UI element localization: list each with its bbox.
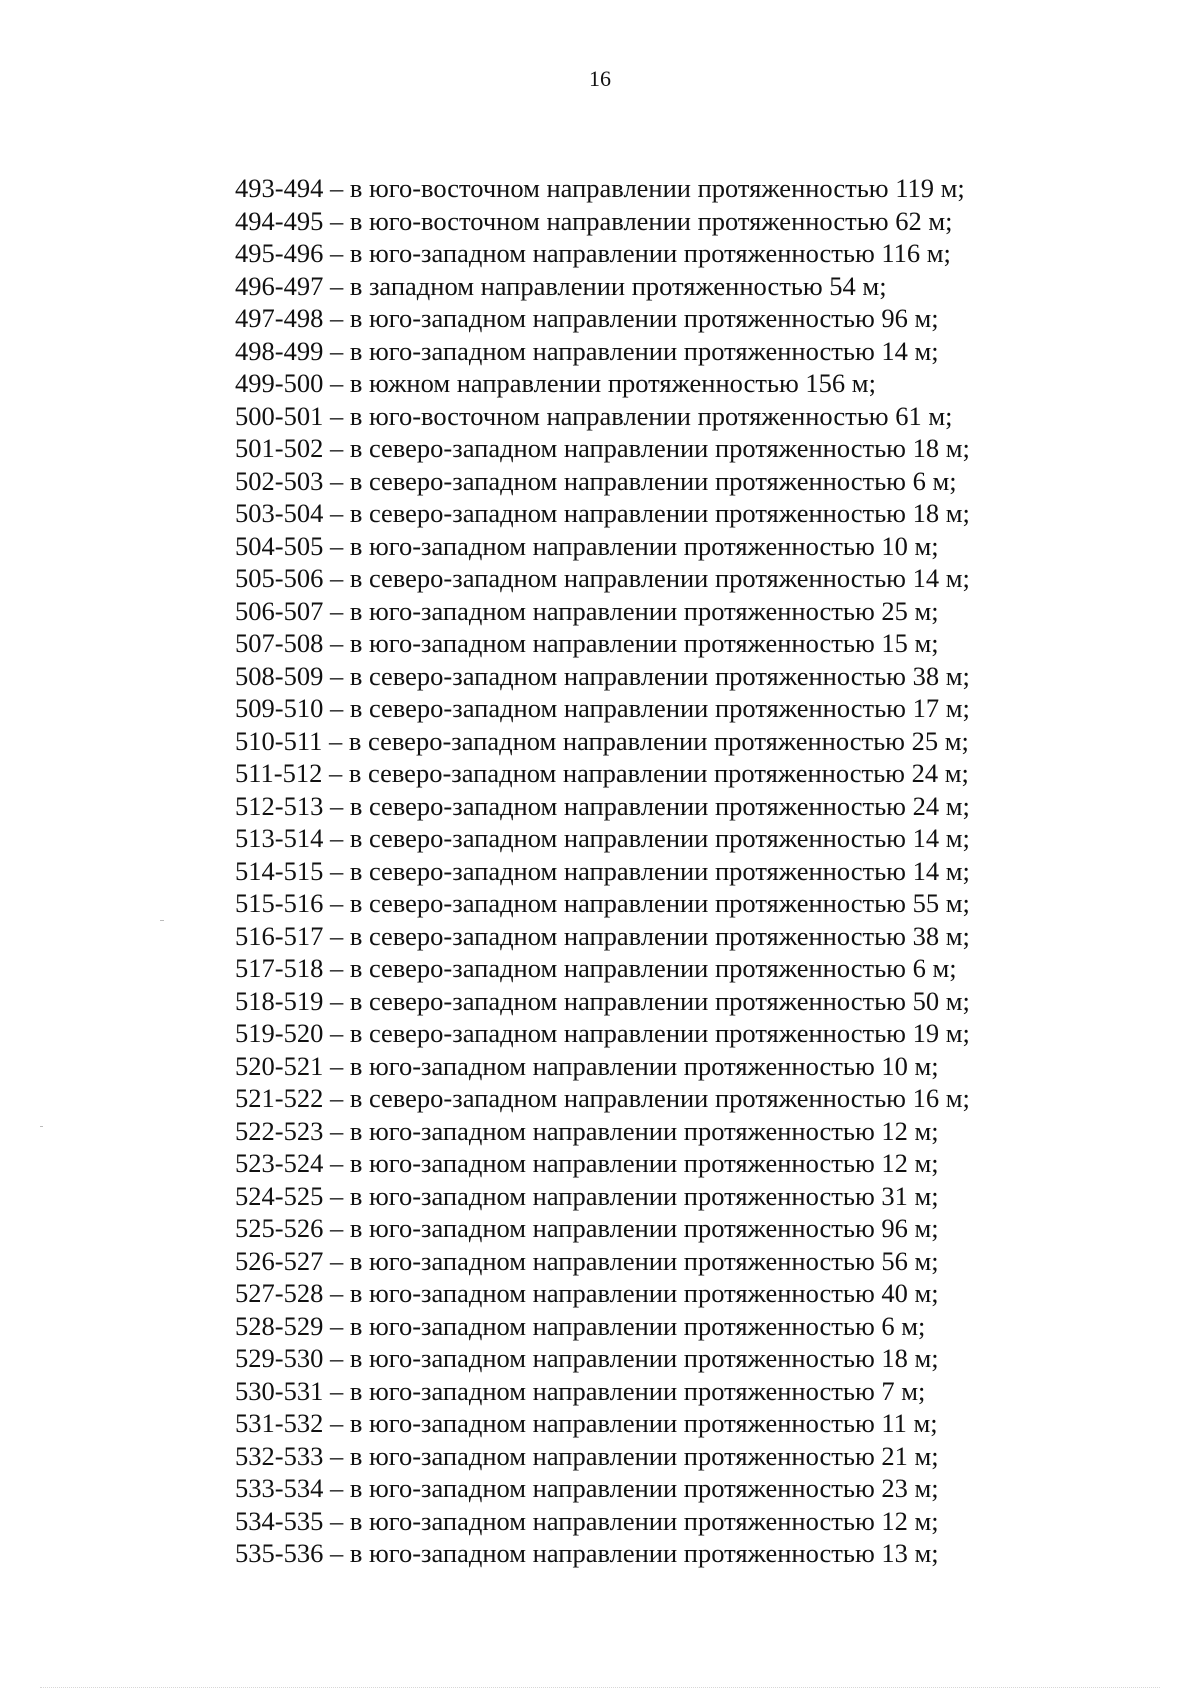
list-item: 496-497 – в западном направлении протяженностью 54 м;: [235, 270, 887, 301]
list-item: 520-521 – в юго-западном направлении протяженностью 10 м;: [235, 1050, 939, 1081]
list-item: 513-514 – в северо-западном направлении протяженностью 14 м;: [235, 823, 970, 853]
list-item: 525-526 – в юго-западном направлении протяженностью 96 м;: [235, 1213, 939, 1243]
list-item: 529-530 – в юго-западном направлении протяженностью 18 м;: [235, 1343, 939, 1373]
list-item: 528-529 – в юго-западном направлении протяженностью 6 м;: [235, 1310, 926, 1341]
list-item: 519-520 – в северо-западном направлении протяженностью 19 м;: [235, 1018, 970, 1048]
list-item: 510-511 – в северо-западном направлении протяженностью 25 м;: [235, 725, 969, 756]
list-item: 493-494 – в юго-восточном направлении протяженностью 119 м;: [235, 173, 965, 203]
list-item: 515-516 – в северо-западном направлении протяженностью 55 м;: [235, 888, 970, 918]
list-item: 523-524 – в юго-западном направлении протяженностью 12 м;: [235, 1148, 939, 1178]
list-item: 524-525 – в юго-западном направлении протяженностью 31 м;: [235, 1180, 939, 1211]
boundary-description-list: [235, 172, 1135, 1570]
list-item: 505-506 – в северо-западном направлении протяженностью 14 м;: [235, 563, 970, 593]
scan-artifact: [40, 1126, 43, 1127]
list-item: 502-503 – в северо-западном направлении протяженностью 6 м;: [235, 465, 957, 496]
list-item: 495-496 – в юго-западном направлении протяженностью 116 м;: [235, 238, 951, 268]
list-item: 527-528 – в юго-западном направлении протяженностью 40 м;: [235, 1278, 939, 1308]
list-item: 533-534 – в юго-западном направлении протяженностью 23 м;: [235, 1473, 939, 1503]
page-number: 16: [589, 66, 611, 91]
list-item: 500-501 – в юго-восточном направлении протяженностью 61 м;: [235, 400, 953, 431]
list-item: 501-502 – в северо-западном направлении протяженностью 18 м;: [235, 433, 970, 463]
list-item: 512-513 – в северо-западном направлении протяженностью 24 м;: [235, 790, 970, 821]
list-item: 522-523 – в юго-западном направлении протяженностью 12 м;: [235, 1115, 939, 1146]
list-item: 517-518 – в северо-западном направлении протяженностью 6 м;: [235, 953, 957, 983]
list-item: 499-500 – в южном направлении протяженностью 156 м;: [235, 368, 876, 398]
list-item: 521-522 – в северо-западном направлении протяженностью 16 м;: [235, 1083, 970, 1113]
list-item: 498-499 – в юго-западном направлении протяженностью 14 м;: [235, 335, 939, 366]
list-item: 516-517 – в северо-западном направлении протяженностью 38 м;: [235, 920, 970, 951]
list-item: 531-532 – в юго-западном направлении протяженностью 11 м;: [235, 1408, 938, 1438]
list-item: 514-515 – в северо-западном направлении протяженностью 14 м;: [235, 855, 970, 886]
list-item: 526-527 – в юго-западном направлении протяженностью 56 м;: [235, 1245, 939, 1276]
scan-artifact: [160, 920, 164, 921]
list-item: 532-533 – в юго-западном направлении протяженностью 21 м;: [235, 1440, 939, 1471]
list-item: 511-512 – в северо-западном направлении протяженностью 24 м;: [235, 758, 969, 788]
list-item: 535-536 – в юго-западном направлении протяженностью 13 м;: [235, 1538, 939, 1568]
list-item: 534-535 – в юго-западном направлении протяженностью 12 м;: [235, 1505, 939, 1536]
list-item: 509-510 – в северо-западном направлении протяженностью 17 м;: [235, 693, 970, 723]
list-item: 506-507 – в юго-западном направлении протяженностью 25 м;: [235, 595, 939, 626]
list-item: 497-498 – в юго-западном направлении протяженностью 96 м;: [235, 303, 939, 333]
list-item: 518-519 – в северо-западном направлении протяженностью 50 м;: [235, 985, 970, 1016]
list-item: 494-495 – в юго-восточном направлении протяженностью 62 м;: [235, 205, 953, 236]
list-item: 503-504 – в северо-западном направлении протяженностью 18 м;: [235, 498, 970, 528]
list-item: 508-509 – в северо-западном направлении протяженностью 38 м;: [235, 660, 970, 691]
list-item: 507-508 – в юго-западном направлении протяженностью 15 м;: [235, 628, 939, 658]
list-item: 504-505 – в юго-западном направлении протяженностью 10 м;: [235, 530, 939, 561]
list-item: 530-531 – в юго-западном направлении протяженностью 7 м;: [235, 1375, 926, 1406]
scan-edge-artifact: [40, 1687, 1160, 1689]
